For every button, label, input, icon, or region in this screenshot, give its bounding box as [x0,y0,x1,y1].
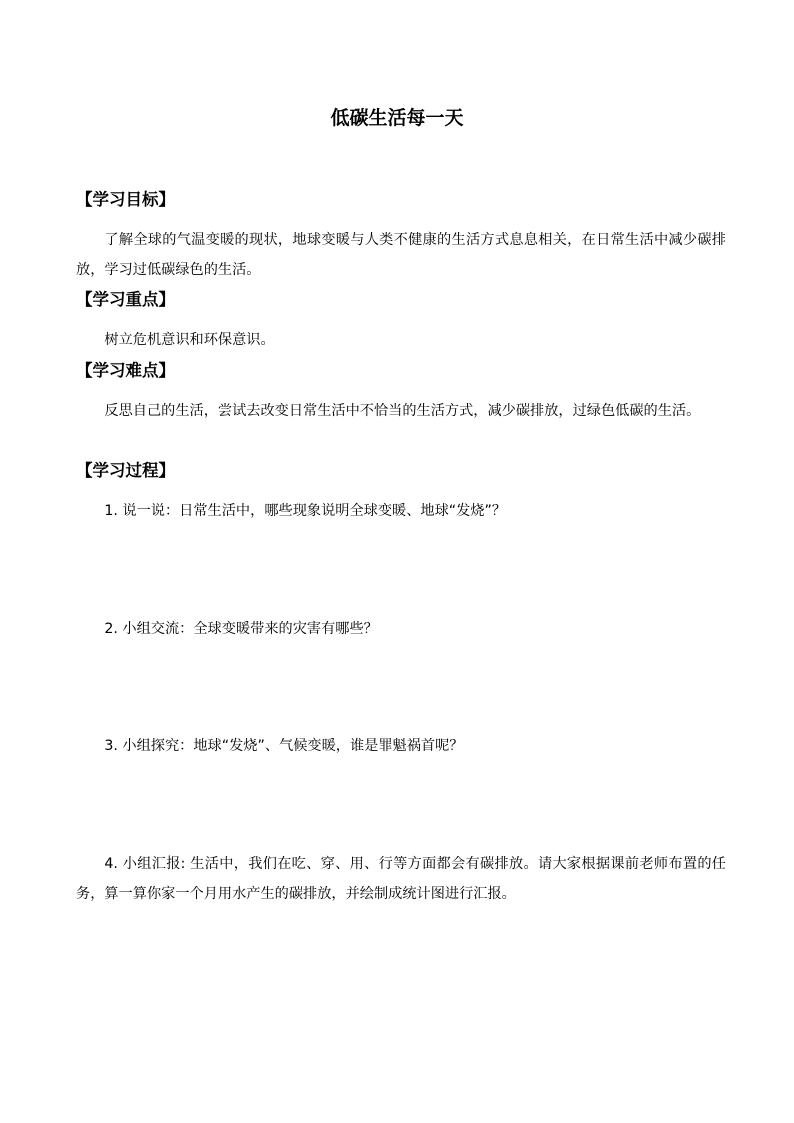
section-body-difficulties: 反思自己的生活，尝试去改变日常生活中不恰当的生活方式，减少碳排放，过绿色低碳的生活。 [104,403,701,419]
process-item-1: 1. 说一说：日常生活中，哪些现象说明全球变暖、地球“发烧”？ [104,503,507,519]
process-item-2: 2. 小组交流：全球变暖带来的灾害有哪些？ [104,621,378,637]
section-heading-difficulties: 【学习难点】 [76,361,175,380]
process-item-4: 4. 小组汇报: 生活中，我们在吃、穿、用、行等方面都会有碳排放。请大家根据课前老师布置的任务，算一算你家一个月用水产生的碳排放，并绘制成统计图进行汇报。 [76,856,726,902]
section-heading-objectives: 【学习目标】 [76,190,175,209]
section-heading-key-points: 【学习重点】 [76,290,175,309]
process-item-3: 3. 小组探究：地球“发烧”、气候变暖，谁是罪魁祸首呢？ [104,738,464,754]
section-body-key-points: 树立危机意识和环保意识。 [104,332,275,348]
section-body-objectives: 了解全球的气温变暖的现状，地球变暖与人类不健康的生活方式息息相关，在日常生活中减少碳排放，学习过低碳绿色的生活。 [76,232,726,278]
section-heading-process: 【学习过程】 [76,461,175,480]
document-title: 低碳生活每一天 [330,107,464,129]
